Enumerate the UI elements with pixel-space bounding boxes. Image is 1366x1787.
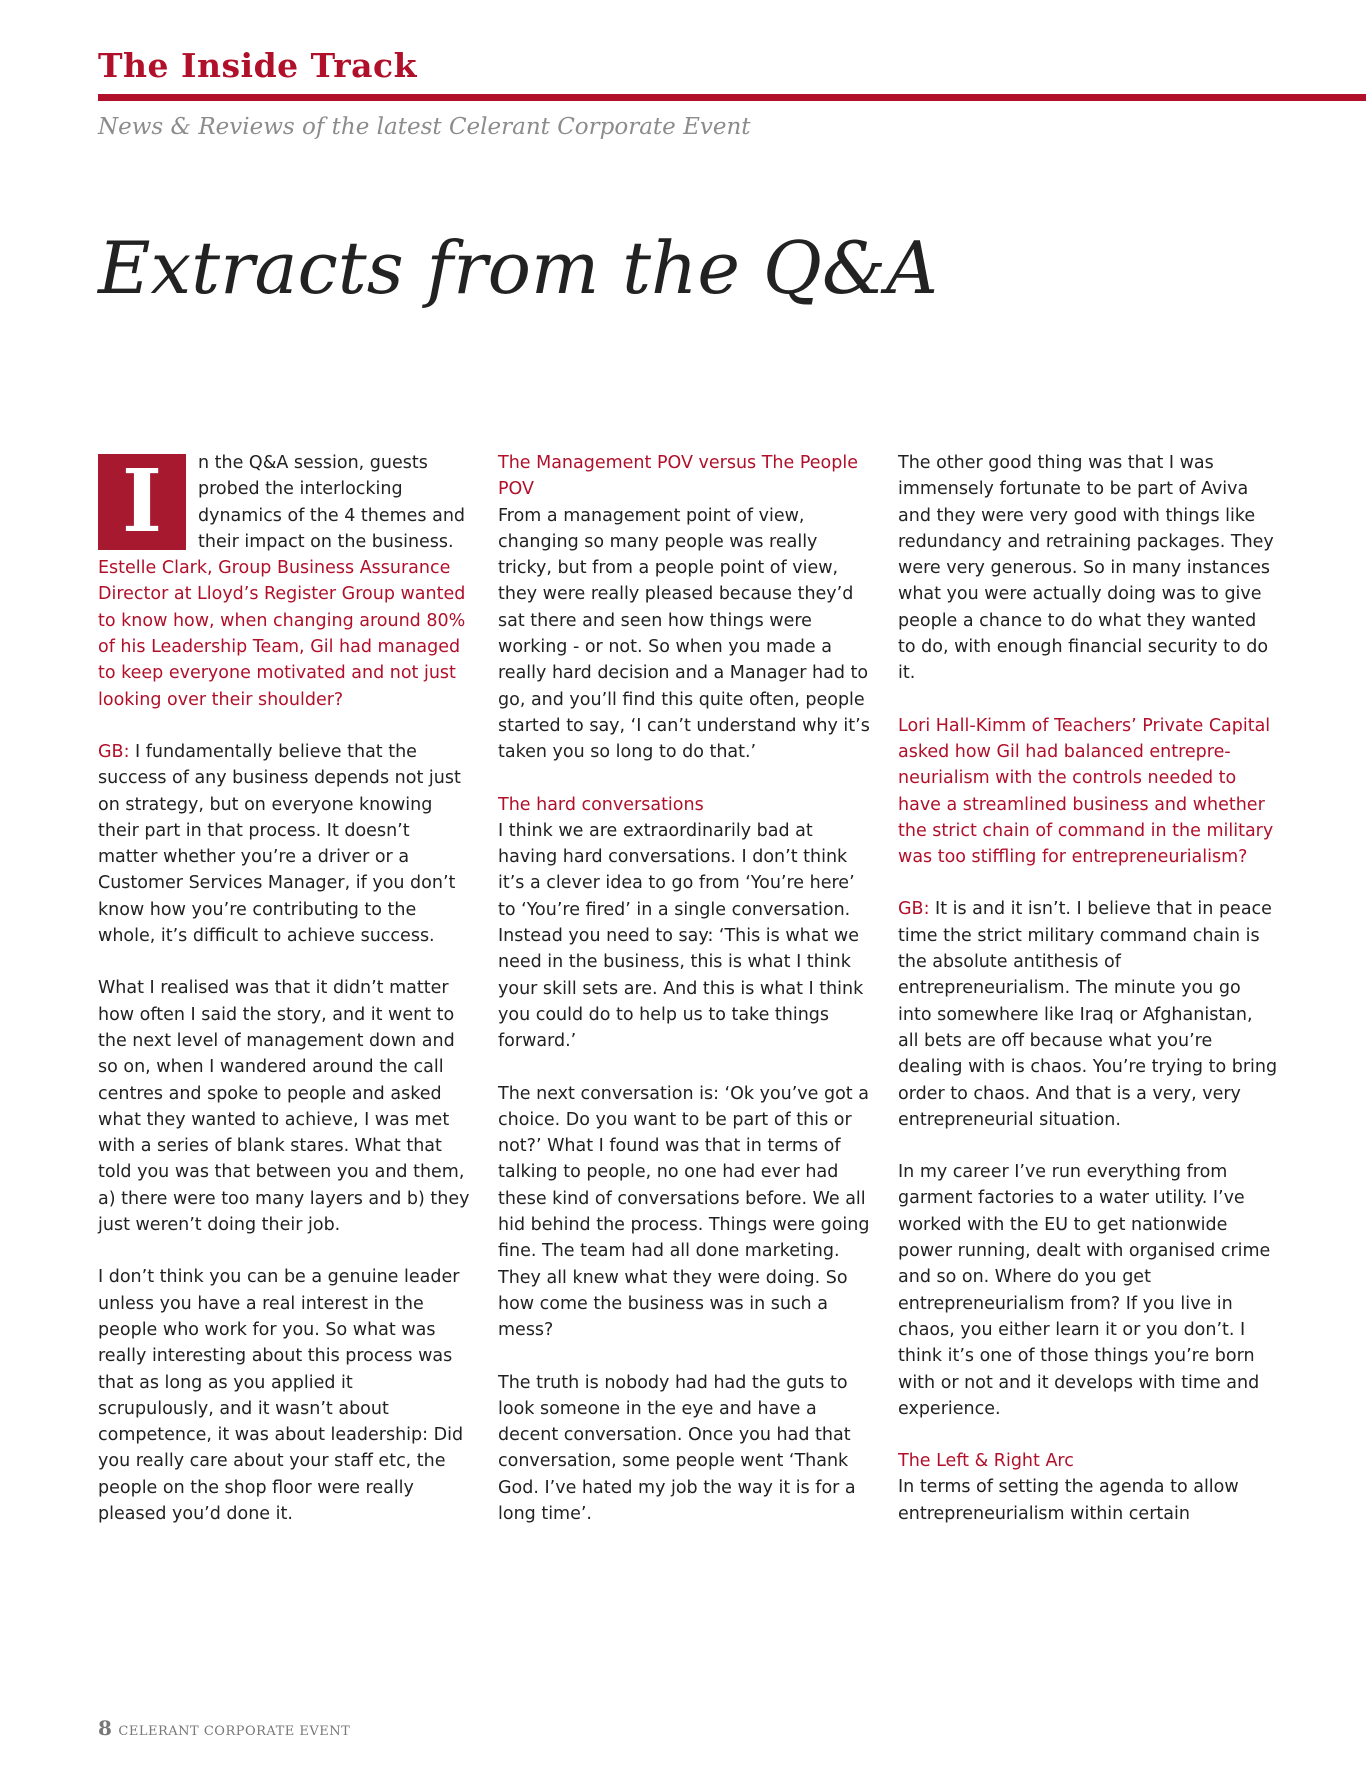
body-paragraph: The other good thing was that I was immensely fortunate to be part of Aviva and they were very good with things like redundancy and retraining packages. They were very generous. So in many instances what you were actually doing was to give people a chance to do what they wanted to do, with enough financial security to do it. bbox=[898, 453, 1274, 684]
body-text: From a management point of view, changing so many people was really tricky, but from a people point of view, they were really pleased because they’d sat there and seen how things were working - or not. So when you made a really hard decision and a Manager had to go, and you’ll find this quite often, people started to say, ‘I can’t understand why it’s taken you so long to do that.’ bbox=[498, 505, 870, 763]
body-paragraph: What I realised was that it didn’t matter how often I said the story, and it went to the next level of management down and so on, when I wandered around the call centres and spoke to people and asked what they wanted to achieve, I was met with a series of blank stares. What that told you was that between you and them, a) there were too many layers and b) they just weren’t doing their job. bbox=[98, 978, 470, 1236]
intro-paragraph bbox=[98, 450, 470, 713]
column-2 bbox=[498, 450, 876, 1553]
section-subtitle: News & Reviews of the latest Celerant Corporate Event bbox=[98, 114, 751, 140]
question-paragraph: Lori Hall-Kimm of Teachers’ Private Capital asked how Gil had balanced entrepre-neurialism with the controls needed to have a streamlined business and whether the strict chain of command in the military was too stiffling for entrepreneurialism? bbox=[898, 715, 1274, 868]
subheading: The hard conversations bbox=[498, 794, 704, 815]
intro-text: n the Q&A session, guests probed the interlocking dynamics of the 4 themes and their impact on the business. bbox=[198, 453, 466, 552]
answer-text: I fundamentally believe that the success of any business depends not just on strategy, but on everyone knowing their part in that process. It doesn’t matter whether you’re a driver or a Customer Services Manager, if you don’t know how you’re contributing to the whole, it’s difficult to achieve success. bbox=[98, 741, 461, 947]
publication-name: CELERANT CORPORATE EVENT bbox=[118, 1724, 351, 1739]
subsection bbox=[498, 792, 876, 1055]
body-paragraph: In my career I’ve run everything from garment factories to a water utility. I’ve worked with the EU to get nationwide power running, dealt with organised crime and so on. Where do you get entrepreneurialism from? If you live in chaos, you either learn it or you don’t. I think it’s one of those things you’re born with or not and it develops with time and experience. bbox=[898, 1162, 1271, 1419]
answer-paragraph bbox=[898, 896, 1278, 1133]
header-rule bbox=[98, 94, 1366, 101]
answer-text: It is and it isn’t. I believe that in peace time the strict military command chain is the absolute antithesis of entrepreneurialism. The minute you go into somewhere like Iraq or Afghanistan, all bets are off because what you’re dealing with is chaos. You’re trying to bring order to chaos. And that is a very, very entrepreneurial situation. bbox=[898, 899, 1278, 1130]
subsection bbox=[898, 1448, 1278, 1527]
body-text: I think we are extraordinarily bad at having hard conversations. I don’t think it’s a clever idea to go from ‘You’re here’ to ‘You’re fired’ in a single conversation. Instead you need to say: ‘This is what we need in the business, this is what I think your skill sets are. And this is what I think you could do to help us to take things forward.’ bbox=[498, 820, 864, 1052]
body-text: In terms of setting the agenda to allow entrepreneurialism within certain bbox=[898, 1477, 1239, 1524]
page-footer bbox=[98, 1716, 350, 1740]
subheading: The Left & Right Arc bbox=[898, 1451, 1074, 1472]
speaker-label: GB: bbox=[98, 741, 136, 762]
body-paragraph: I don’t think you can be a genuine leader unless you have a real interest in the people who work for you. So what was really interesting about this process was that as long as you applied it scrupulously, and it wasn’t about competence, it was about leadership: Did you really care about your staff etc, the people on the shop floor were really pleased you’d done it. bbox=[98, 1267, 464, 1524]
article-title: Extracts from the Q&A bbox=[98, 226, 939, 310]
question-text: Estelle Clark, Group Business Assurance Director at Lloyd’s Register Group wanted to know how, when changing around 80% of his Leadership Team, Gil had managed to keep everyone motivated and not just looking over their shoulder? bbox=[98, 558, 466, 710]
column-3 bbox=[898, 450, 1278, 1553]
section-title: The Inside Track bbox=[98, 46, 418, 85]
body-paragraph: The next conversation is: ‘Ok you’ve got a choice. Do you want to be part of this or not?’ What I found was that in terms of talking to people, no one had ever had these kind of conversations before. We all hid behind the process. Things were going fine. The team had all done marketing. They all knew what they were doing. So how come the business was in such a mess? bbox=[498, 1083, 870, 1341]
column-1 bbox=[98, 450, 470, 1553]
page-number: 8 bbox=[98, 1716, 113, 1740]
speaker-label: GB: bbox=[898, 899, 936, 920]
subsection bbox=[498, 450, 876, 766]
drop-cap: I bbox=[98, 454, 186, 550]
answer-paragraph bbox=[98, 739, 470, 949]
body-paragraph: The truth is nobody had had the guts to look someone in the eye and have a decent conversation. Once you had that conversation, some people went ‘Thank God. I’ve hated my job the way it is for a long time’. bbox=[498, 1372, 856, 1524]
subheading: The Management POV versus The People POV bbox=[498, 453, 858, 500]
